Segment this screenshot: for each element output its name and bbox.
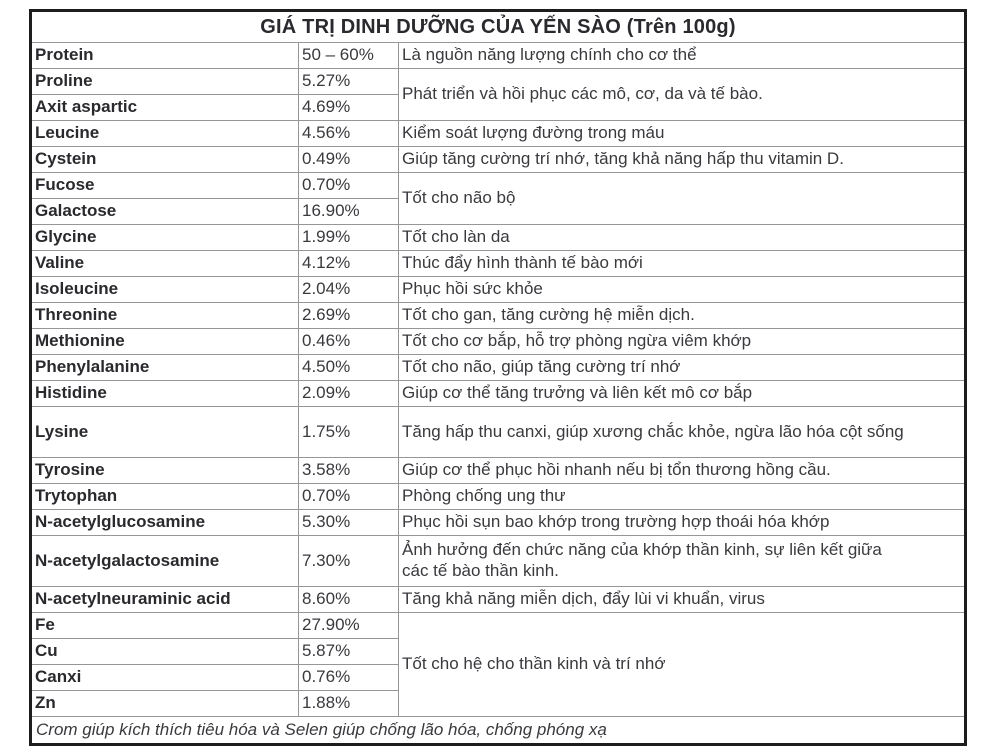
nutrient-value-cell: 50 – 60%: [299, 43, 399, 69]
table-row: [32, 225, 964, 251]
nutrient-name-cell: Fe: [32, 613, 299, 639]
nutrient-name-cell: Protein: [32, 43, 299, 69]
nutrient-value-cell: 1.99%: [299, 225, 399, 251]
nutrient-value-cell: 4.56%: [299, 121, 399, 147]
nutrient-value-cell: 16.90%: [299, 199, 399, 225]
table-row: [32, 355, 964, 381]
nutrient-value-cell: 4.69%: [299, 95, 399, 121]
nutrient-desc-cell: Tốt cho làn da: [399, 225, 964, 251]
nutrient-value-cell: 0.46%: [299, 329, 399, 355]
nutrient-desc-cell: Tăng khả năng miễn dịch, đẩy lùi vi khuẩn, virus: [399, 587, 964, 613]
nutrient-desc-cell: Tăng hấp thu canxi, giúp xương chắc khỏe, ngừa lão hóa cột sống: [399, 407, 964, 458]
nutrient-desc-cell: Tốt cho não, giúp tăng cường trí nhớ: [399, 355, 964, 381]
table-row: [32, 277, 964, 303]
nutrient-desc-cell: Giúp cơ thể tăng trưởng và liên kết mô cơ bắp: [399, 381, 964, 407]
table-row: [32, 484, 964, 510]
nutrient-desc-cell: Thúc đẩy hình thành tế bào mới: [399, 251, 964, 277]
nutrient-name-cell: N-acetylgalactosamine: [32, 536, 299, 587]
nutrient-desc-cell: Phát triển và hồi phục các mô, cơ, da và tế bào.: [399, 69, 964, 121]
table-row: [32, 407, 964, 458]
nutrient-desc-cell: Kiểm soát lượng đường trong máu: [399, 121, 964, 147]
nutrient-name-cell: Proline: [32, 69, 299, 95]
nutrient-value-cell: 2.04%: [299, 277, 399, 303]
table-row: [32, 43, 964, 69]
nutrient-name-cell: Glycine: [32, 225, 299, 251]
table-row: [32, 381, 964, 407]
nutrient-desc-cell: Giúp tăng cường trí nhớ, tăng khả năng hấp thu vitamin D.: [399, 147, 964, 173]
nutrient-desc-cell: Phục hồi sụn bao khớp trong trường hợp thoái hóa khớp: [399, 510, 964, 536]
nutrient-value-cell: 2.69%: [299, 303, 399, 329]
nutrient-name-cell: Tyrosine: [32, 458, 299, 484]
nutrient-desc-cell: Giúp cơ thể phục hồi nhanh nếu bị tổn thương hồng cầu.: [399, 458, 964, 484]
nutrient-value-cell: 0.76%: [299, 665, 399, 691]
nutrient-value-cell: 8.60%: [299, 587, 399, 613]
nutrient-name-cell: Valine: [32, 251, 299, 277]
footnote-row: [32, 717, 964, 743]
table-row: [32, 121, 964, 147]
nutrient-desc-cell: Là nguồn năng lượng chính cho cơ thể: [399, 43, 964, 69]
nutrient-name-cell: N-acetylneuraminic acid: [32, 587, 299, 613]
nutrient-name-cell: N-acetylglucosamine: [32, 510, 299, 536]
nutrient-name-cell: Canxi: [32, 665, 299, 691]
table-row: [32, 251, 964, 277]
nutrient-desc-cell: Tốt cho não bộ: [399, 173, 964, 225]
nutrient-name-cell: Cu: [32, 639, 299, 665]
nutrient-value-cell: 0.70%: [299, 173, 399, 199]
nutrient-name-cell: Histidine: [32, 381, 299, 407]
nutrient-desc-cell: Phục hồi sức khỏe: [399, 277, 964, 303]
table-row: [32, 510, 964, 536]
table-row: [32, 587, 964, 613]
nutrient-value-cell: 5.30%: [299, 510, 399, 536]
table-row: [32, 536, 964, 587]
nutrient-value-cell: 4.12%: [299, 251, 399, 277]
table-row: [32, 173, 964, 199]
nutrient-name-cell: Methionine: [32, 329, 299, 355]
nutrient-value-cell: 5.27%: [299, 69, 399, 95]
title-row: [32, 12, 964, 43]
nutrient-name-cell: Zn: [32, 691, 299, 717]
table-footnote: Crom giúp kích thích tiêu hóa và Selen giúp chống lão hóa, chống phóng xạ: [36, 719, 607, 739]
nutrient-value-cell: 7.30%: [299, 536, 399, 587]
nutrient-value-cell: 27.90%: [299, 613, 399, 639]
nutrient-value-cell: 0.70%: [299, 484, 399, 510]
nutrient-name-cell: Axit aspartic: [32, 95, 299, 121]
nutrient-name-cell: Fucose: [32, 173, 299, 199]
nutrition-table: [29, 9, 967, 746]
nutrient-desc-cell: Tốt cho gan, tăng cường hệ miễn dịch.: [399, 303, 964, 329]
nutrient-desc-cell: Tốt cho hệ cho thần kinh và trí nhớ: [399, 613, 964, 717]
table-row: [32, 147, 964, 173]
table-row: [32, 613, 964, 639]
nutrient-name-cell: Phenylalanine: [32, 355, 299, 381]
nutrient-value-cell: 4.50%: [299, 355, 399, 381]
nutrient-value-cell: 5.87%: [299, 639, 399, 665]
table-row: [32, 458, 964, 484]
nutrient-desc-cell: Tốt cho cơ bắp, hỗ trợ phòng ngừa viêm khớp: [399, 329, 964, 355]
nutrient-value-cell: 1.88%: [299, 691, 399, 717]
table-row: [32, 303, 964, 329]
nutrient-name-cell: Galactose: [32, 199, 299, 225]
table-row: [32, 69, 964, 95]
nutrient-desc-cell: Phòng chống ung thư: [399, 484, 964, 510]
nutrient-value-cell: 2.09%: [299, 381, 399, 407]
nutrient-name-cell: Threonine: [32, 303, 299, 329]
table-row: [32, 329, 964, 355]
table-title: GIÁ TRỊ DINH DƯỠNG CỦA YẾN SÀO (Trên 100g): [32, 12, 964, 43]
nutrient-name-cell: Lysine: [32, 407, 299, 458]
nutrient-value-cell: 1.75%: [299, 407, 399, 458]
nutrient-name-cell: Cystein: [32, 147, 299, 173]
nutrient-value-cell: 0.49%: [299, 147, 399, 173]
nutrient-name-cell: Trytophan: [32, 484, 299, 510]
nutrient-desc-cell: Ảnh hưởng đến chức năng của khớp thần kinh, sự liên kết giữa các tế bào thần kinh.: [399, 536, 964, 587]
nutrient-name-cell: Leucine: [32, 121, 299, 147]
nutrient-value-cell: 3.58%: [299, 458, 399, 484]
nutrient-name-cell: Isoleucine: [32, 277, 299, 303]
